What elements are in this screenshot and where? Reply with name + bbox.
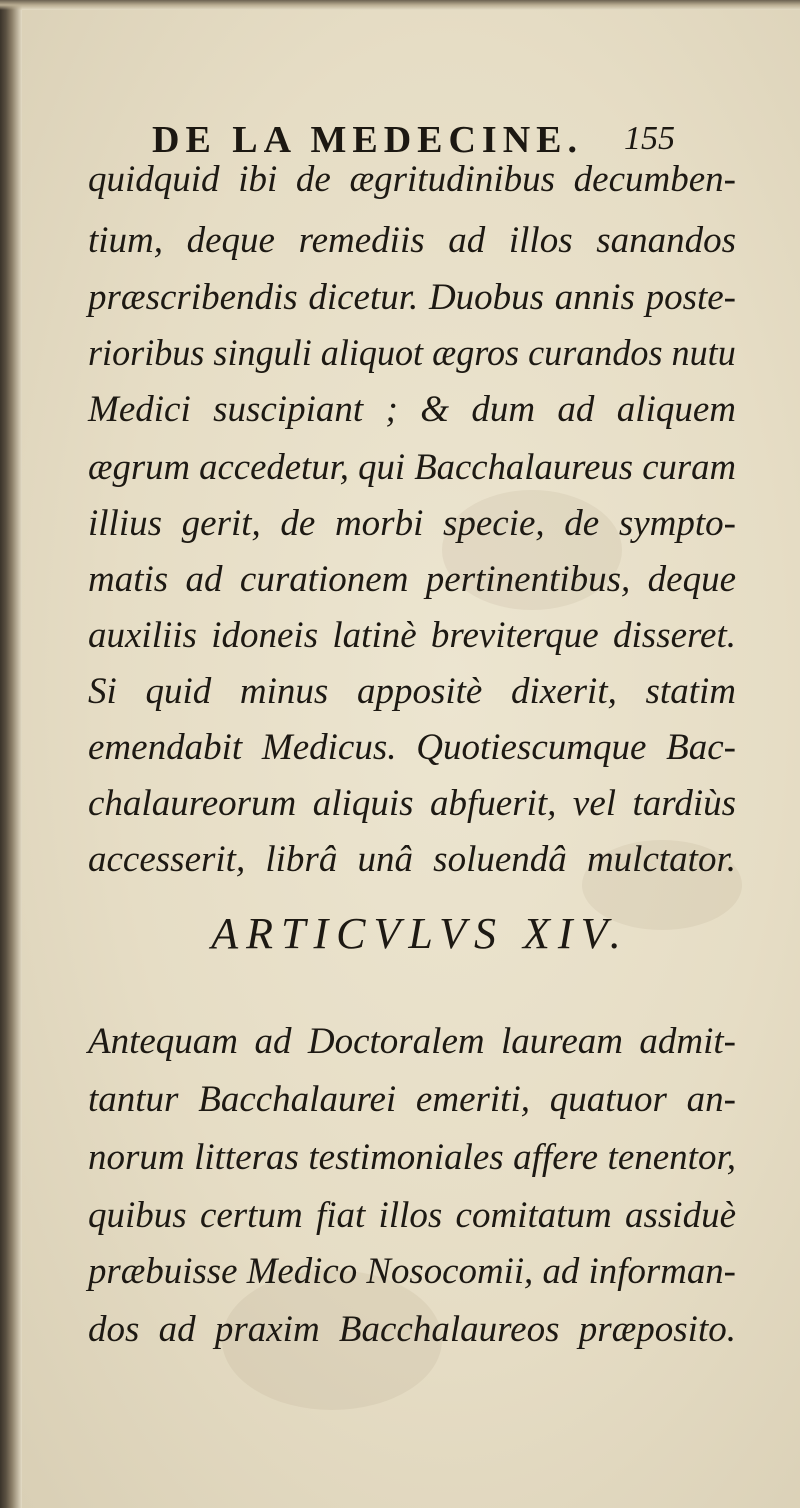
text-line-9: auxiliis idoneis latinè breviterque disseret. <box>88 615 736 656</box>
article-line-2: tantur Bacchalaurei emeriti, quatuor an- <box>88 1079 736 1120</box>
running-head-title: DE LA MEDECINE. <box>152 119 583 161</box>
article-heading: ARTICVLVS XIV. <box>211 909 629 958</box>
article-line-3: norum litteras testimoniales affere tenentor, <box>88 1137 736 1178</box>
text-line-6: ægrum accedetur, qui Bacchalaureus curam <box>88 447 736 488</box>
text-line-1: quidquid ibi de ægritudinibus decumben- <box>88 159 736 200</box>
text-line-4: rioribus singuli aliquot ægros curandos nutu <box>88 333 736 374</box>
page-top-edge <box>0 0 800 10</box>
article-line-6: dos ad praxim Bacchalaureos præposito. <box>88 1309 736 1350</box>
text-line-3: præscribendis dicetur. Duobus annis poste- <box>88 277 736 318</box>
article-line-1: Antequam ad Doctoralem lauream admit- <box>88 1021 736 1062</box>
article-line-4: quibus certum fiat illos comitatum assiduè <box>88 1195 736 1236</box>
text-line-5: Medici suscipiant ; & dum ad aliquem <box>88 389 736 430</box>
text-line-11: emendabit Medicus. Quotiescumque Bac- <box>88 727 736 768</box>
page-number: 155 <box>624 120 675 157</box>
book-binding-shadow <box>0 0 22 1508</box>
text-line-10: Si quid minus appositè dixerit, statim <box>88 671 736 712</box>
article-line-5: præbuisse Medico Nosocomii, ad informan- <box>88 1251 736 1292</box>
text-line-7: illius gerit, de morbi specie, de sympto- <box>88 503 736 544</box>
text-line-12: chalaureorum aliquis abfuerit, vel tardiùs <box>88 783 736 824</box>
text-line-8: matis ad curationem pertinentibus, deque <box>88 559 736 600</box>
text-line-13: accesserit, librâ unâ soluendâ mulctator. <box>88 839 736 880</box>
text-line-2: tium, deque remediis ad illos sanandos <box>88 220 736 261</box>
